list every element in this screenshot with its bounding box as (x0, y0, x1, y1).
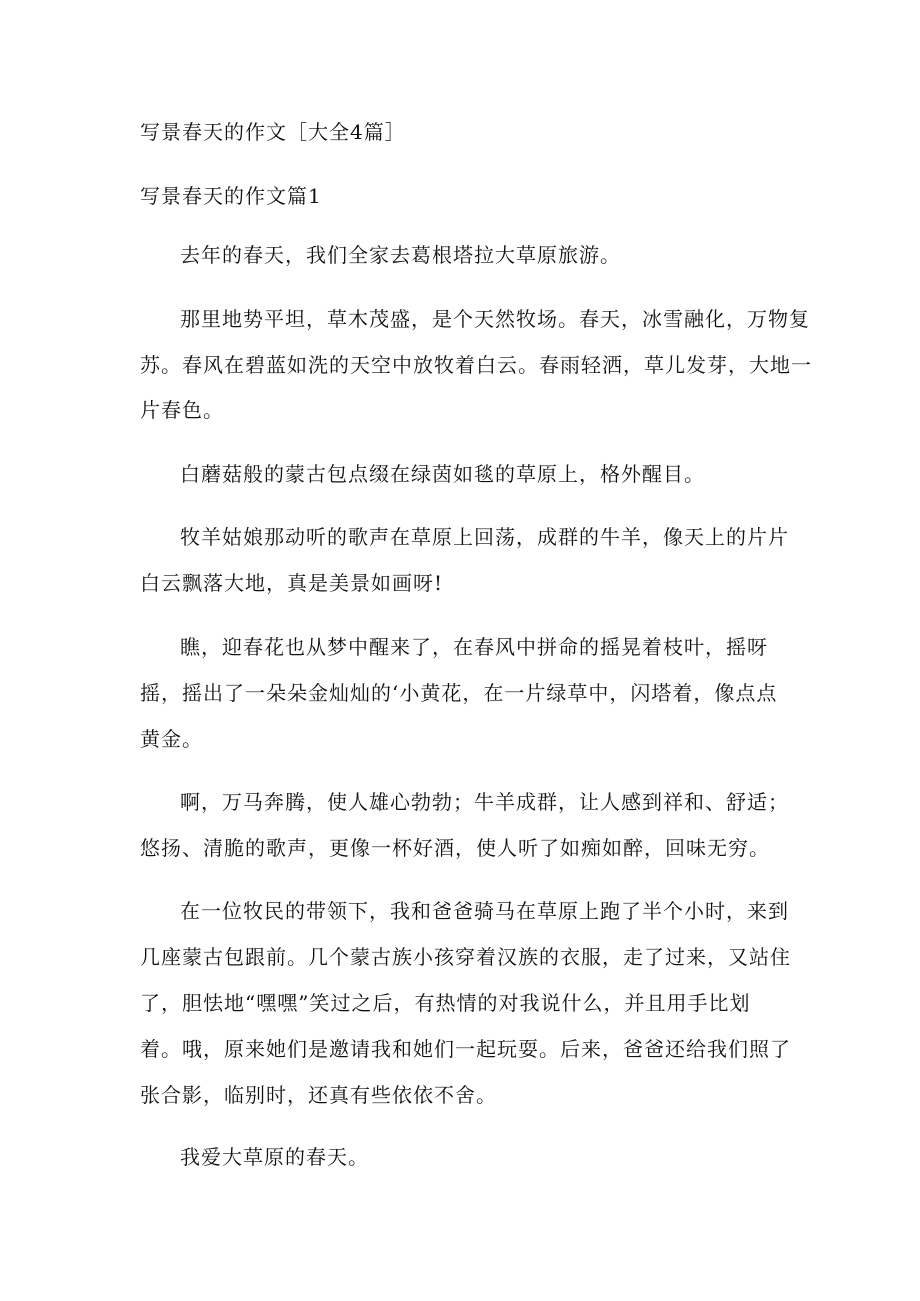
paragraph-line: 几座蒙古包跟前。几个蒙古族小孩穿着汉族的衣服，走了过来，又站住 (140, 945, 791, 969)
paragraph-line: 瞧，迎春花也从梦中醒来了，在春风中拼命的摇晃着枝叶，摇呀 (180, 635, 768, 659)
paragraph-line: 在一位牧民的带领下，我和爸爸骑马在草原上跑了半个小时，来到 (180, 899, 789, 923)
paragraph-line: 啊，万马奔腾，使人雄心勃勃；牛羊成群，让人感到祥和、舒适； (180, 790, 789, 814)
paragraph-line: 着。哦，原来她们是邀请我和她们一起玩耍。后来，爸爸还给我们照了 (140, 1037, 791, 1061)
paragraph-line: 黄金。 (140, 727, 203, 751)
paragraph-line: 片春色。 (140, 398, 224, 422)
section-heading: 写景春天的作文篇1 (140, 184, 322, 208)
paragraph-line: 牧羊姑娘那动听的歌声在草原上回荡，成群的牛羊，像天上的片片 (180, 525, 789, 549)
document-title: 写景春天的作文［大全4篇］ (140, 120, 406, 144)
paragraph-line: 白蘑菇般的蒙古包点缀在绿茵如毯的草原上，格外醒目。 (180, 462, 705, 486)
paragraph-line: 白云飘落大地，真是美景如画呀! (140, 571, 444, 595)
paragraph-line: 悠扬、清脆的歌声，更像一杯好酒，使人听了如痴如醉，回味无穷。 (140, 836, 770, 860)
paragraph-line: 那里地势平坦，草木茂盛，是个天然牧场。春天，冰雪融化，万物复 (180, 307, 810, 331)
paragraph-line: 了，胆怯地“嘿嘿”笑过之后，有热情的对我说什么，并且用手比划 (140, 991, 751, 1015)
paragraph-line: 苏。春风在碧蓝如洗的天空中放牧着白云。春雨轻洒，草儿发芽，大地一 (140, 353, 812, 377)
paragraph-line: 去年的春天，我们全家去葛根塔拉大草原旅游。 (180, 243, 621, 267)
paragraph-line: 摇，摇出了一朵朵金灿灿的‘小黄花，在一片绿草中，闪塔着，像点点 (140, 681, 778, 705)
paragraph-line: 我爱大草原的春天。 (180, 1145, 369, 1169)
paragraph-line: 张合影，临别时，还真有些依依不舍。 (140, 1083, 497, 1107)
